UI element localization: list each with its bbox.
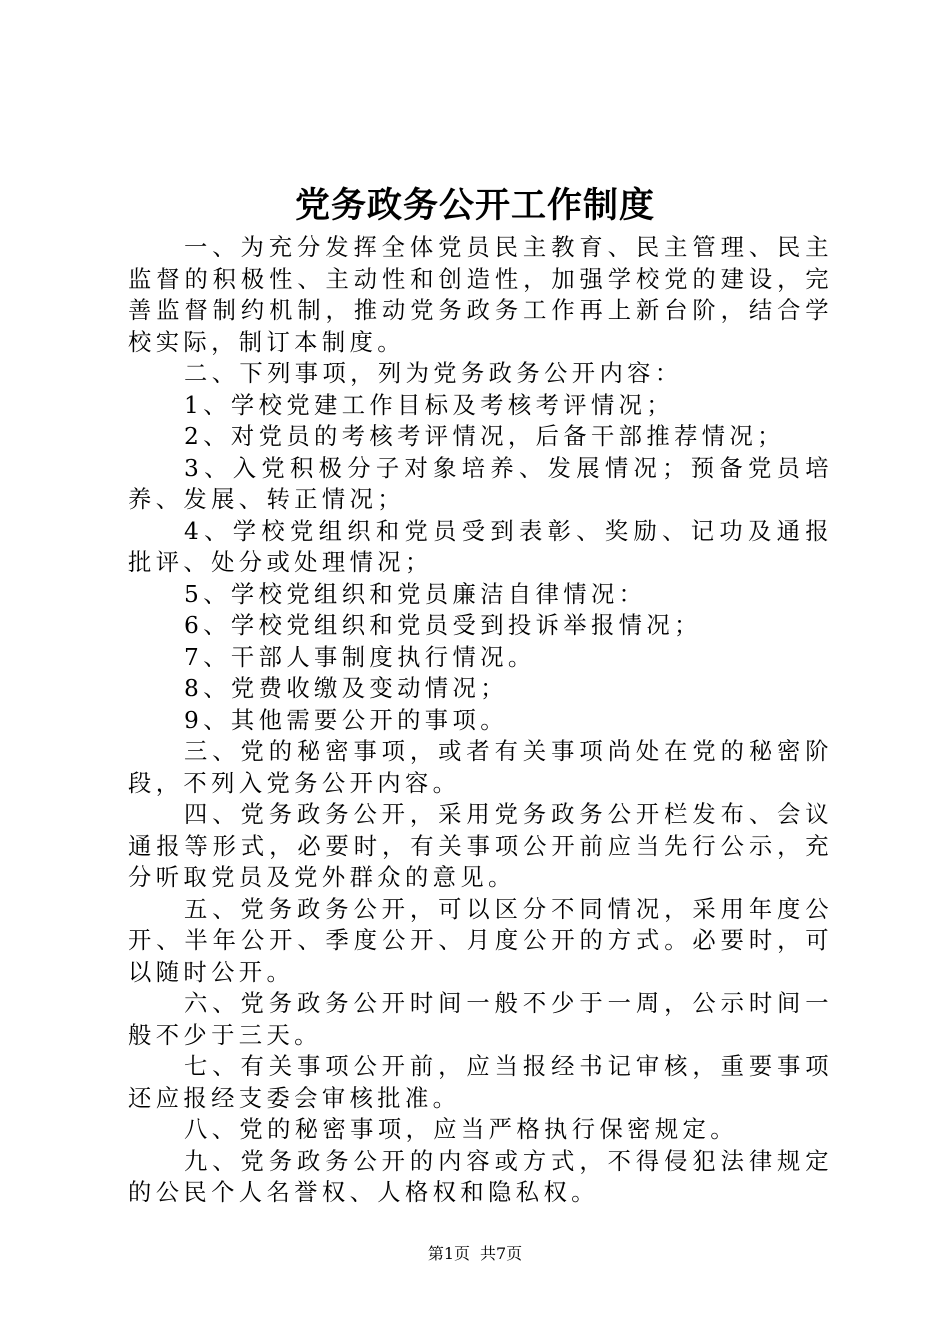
page-total: 共7页: [480, 1244, 523, 1263]
paragraph: 一、为充分发挥全体党员民主教育、民主管理、民主监督的积极性、主动性和创造性，加强学校党的建设，完善监督制约机制，推动党务政务工作再上新台阶，结合学校实际，制订本制度。: [128, 234, 833, 356]
paragraph: 四、党务政务公开，采用党务政务公开栏发布、会议通报等形式，必要时，有关事项公开前应当先行公示，充分听取党员及党外群众的意见。: [128, 801, 833, 891]
list-item: 9、其他需要公开的事项。: [184, 706, 508, 734]
list-item: 2、对党员的考核考评情况，后备干部推荐情况；: [184, 423, 785, 450]
document-title: 党务政务公开工作制度: [294, 186, 655, 226]
list-item: 8、党费收缴及变动情况；: [184, 675, 508, 702]
page-number: 第1页: [427, 1244, 470, 1263]
list-item: 6、学校党组织和党员受到投诉举报情况；: [184, 612, 702, 639]
list-item: 4、学校党组织和党员受到表彰、奖励、记功及通报批评、处分或处理情况；: [128, 517, 833, 576]
paragraph: 八、党的秘密事项，应当严格执行保密规定。: [184, 1116, 738, 1143]
document-body: [128, 232, 833, 1209]
list-item: 7、干部人事制度执行情况。: [184, 643, 536, 671]
list-item: 5、学校党组织和党员廉洁自律情况：: [184, 580, 647, 608]
paragraph: 五、党务政务公开，可以区分不同情况，采用年度公开、半年公开、季度公开、月度公开的方式。必要时，可以随时公开。: [128, 895, 833, 986]
page-footer: [0, 1242, 950, 1266]
paragraph: 七、有关事项公开前，应当报经书记审核，重要事项还应报经支委会审核批准。: [128, 1053, 833, 1112]
paragraph: 九、党务政务公开的内容或方式，不得侵犯法律规定的公民个人名誉权、人格权和隐私权。: [128, 1147, 833, 1206]
paragraph: 二、下列事项，列为党务政务公开内容：: [184, 360, 683, 387]
list-item: 3、入党积极分子对象培养、发展情况；预备党员培养、发展、转正情况；: [128, 454, 833, 513]
paragraph: 六、党务政务公开时间一般不少于一周，公示时间一般不少于三天。: [128, 990, 833, 1049]
list-item: 1、学校党建工作目标及考核考评情况；: [184, 391, 675, 419]
paragraph: 三、党的秘密事项，或者有关事项尚处在党的秘密阶段，不列入党务公开内容。: [128, 738, 833, 797]
